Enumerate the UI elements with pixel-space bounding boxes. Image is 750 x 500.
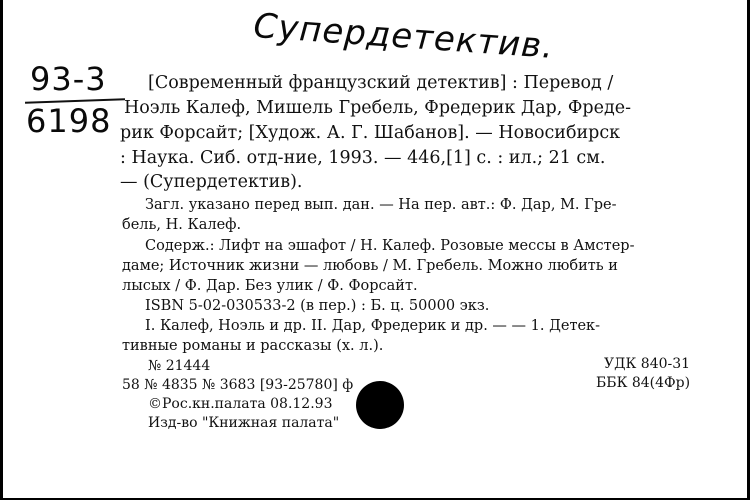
main-entry-line-4: : Наука. Сиб. отд-ние, 1993. — 446,[1] с. : ил.; 21 см. (120, 148, 606, 168)
ink-stamp-blot (356, 381, 404, 429)
bbk-code: ББК 84(4Фр) (596, 375, 691, 391)
main-entry-line-1: [Современный французский детектив] : Перевод / (148, 73, 614, 93)
contents-line-1: Содерж.: Лифт на эшафот / Н. Калеф. Розовые мессы в Амстер- (145, 238, 635, 254)
contents-line-2: даме; Источник жизни — любовь / М. Гребель. Можно любить и (122, 258, 618, 274)
handwritten-series-title: Супердетектив. (252, 6, 556, 67)
handwritten-shelf-mark: 93-3 (30, 60, 107, 98)
publisher-line: Изд-во "Книжная палата" (148, 415, 340, 431)
main-entry-line-2: Ноэль Калеф, Мишель Гребель, Фредерик Дар, Фреде- (124, 98, 632, 118)
main-entry-line-3: рик Форсайт; [Худож. А. Г. Шабанов]. — Новосибирск (120, 123, 621, 143)
tracing-line-1: I. Калеф, Ноэль и др. II. Дар, Фредерик и др. — — 1. Детек- (145, 318, 601, 334)
udc-code: УДК 840-31 (604, 356, 691, 372)
title-note-line-2: бель, Н. Калеф. (122, 217, 242, 233)
handwritten-inventory-number: 6198 (26, 102, 112, 140)
card-number: № 21444 (148, 358, 211, 374)
card-edge-left (0, 0, 3, 500)
main-entry-line-5: — (Супердетектив). (120, 172, 303, 192)
tracing-line-2: тивные романы и рассказы (х. л.). (122, 338, 384, 354)
isbn-line: ISBN 5-02-030533-2 (в пер.) : Б. ц. 50000 экз. (145, 298, 490, 314)
book-chamber-line: ©Рос.кн.палата 08.12.93 (148, 396, 333, 412)
title-note-line-1: Загл. указано перед вып. дан. — На пер. авт.: Ф. Дар, М. Гре- (145, 197, 617, 213)
order-number-line: 58 № 4835 № 3683 [93-25780] ф (122, 377, 354, 393)
contents-line-3: лысых / Ф. Дар. Без улик / Ф. Форсайт. (122, 278, 418, 294)
